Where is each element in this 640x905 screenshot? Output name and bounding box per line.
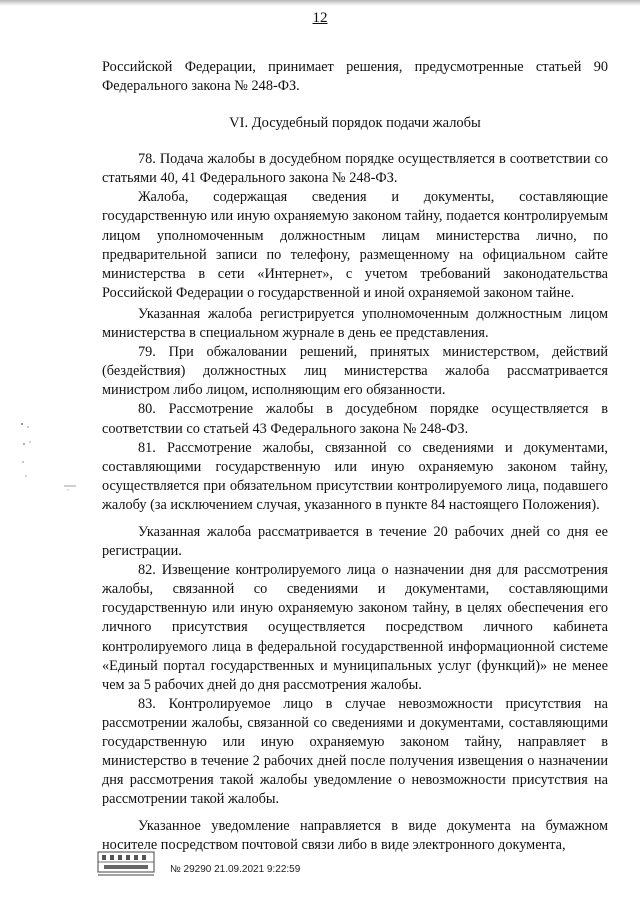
scan-margin-marks [14, 418, 84, 508]
paragraph-83-notice: Указанное уведомление направляется в виде документа на бумажном носителе посредством почтовой связи либо в виде электронного документа, [102, 818, 608, 854]
paragraph-79: 79. При обжаловании решений, принятых министерством, действий (бездействия) должностных лиц министерства жалоба рассматривается министром либо лицом, исполняющим его обязанности. [102, 344, 608, 399]
paragraph-82: 82. Извещение контролируемого лица о назначении дня для рассмотрения жалобы, связанной со сведениями и документами, составляющими государственную или иную охраняемую законом тайну, в целях обеспечения его личного присутствия осуществляется посредством личного кабинета контролируемого лица в федеральной государственной информационной системе «Единый портал государственных и муниципальных услуг (функций)» не менее чем за 5 рабочих дней до дня рассмотрения жалобы. [102, 562, 608, 693]
registration-stamp-icon [96, 848, 156, 878]
page-number [0, 10, 640, 27]
paragraph-78: 78. Подача жалобы в досудебном порядке осуществляется в соответствии со статьями 40, 41 Федерального закона № 248-ФЗ. [102, 151, 608, 187]
page-number-value: 12 [312, 10, 328, 26]
scan-speckle-icon [14, 418, 84, 508]
document-reference: № 29290 21.09.2021 9:22:59 [170, 864, 301, 875]
paragraph-83: 83. Контролируемое лицо в случае невозможности присутствия на рассмотрении жалобы, связанной со сведениями и документами, составляющими государственную или иную охраняемую законом тайну, направляет в министерство в течение 2 рабочих дней после получения извещения о назначении дня рассмотрения такой жалобы уведомление о невозможности присутствия на рассмотрении такой жалобы. [102, 695, 608, 808]
paragraph-78-complaint: Жалоба, содержащая сведения и документы, составляющие государственную или иную охраняемую законом тайну, подается контролируемым лицом уполномоченным должностным лицам министерства лично, по предварительной записи по телефону, размещенному на официальном сайте министерства в сети «Интернет», с учетом требований законодательства Российской Федерации о государственной и иной охраняемой законом тайне. [102, 189, 608, 301]
paragraph-81: 81. Рассмотрение жалобы, связанной со сведениями и документами, составляющими государственную или иную охраняемую законом тайну, осуществляется при обязательном присутствии контролируемого лица, подавшего жалобу (за исключением случая, указанного в пункте 84 настоящего Положения). [102, 439, 608, 513]
scan-top-edge [0, 0, 640, 6]
paragraph-78-registration: Указанная жалоба регистрируется уполномоченным должностным лицом министерства в специальном журнале в день ее представления. [102, 305, 608, 342]
paragraph-81-term: Указанная жалоба рассматривается в течение 20 рабочих дней со дня ее регистрации. [102, 523, 608, 560]
footer [90, 846, 390, 886]
paragraph-80: 80. Рассмотрение жалобы в досудебном порядке осуществляется в соответствии со статьей 43 Федерального закона № 248-ФЗ. [102, 401, 608, 437]
intro-paragraph: Российской Федерации, принимает решения, предусмотренные статьей 90 Федерального закона № 248-ФЗ. [102, 59, 608, 95]
document-body [102, 58, 608, 856]
section-title: VI. Досудебный порядок подачи жалобы [229, 115, 481, 132]
